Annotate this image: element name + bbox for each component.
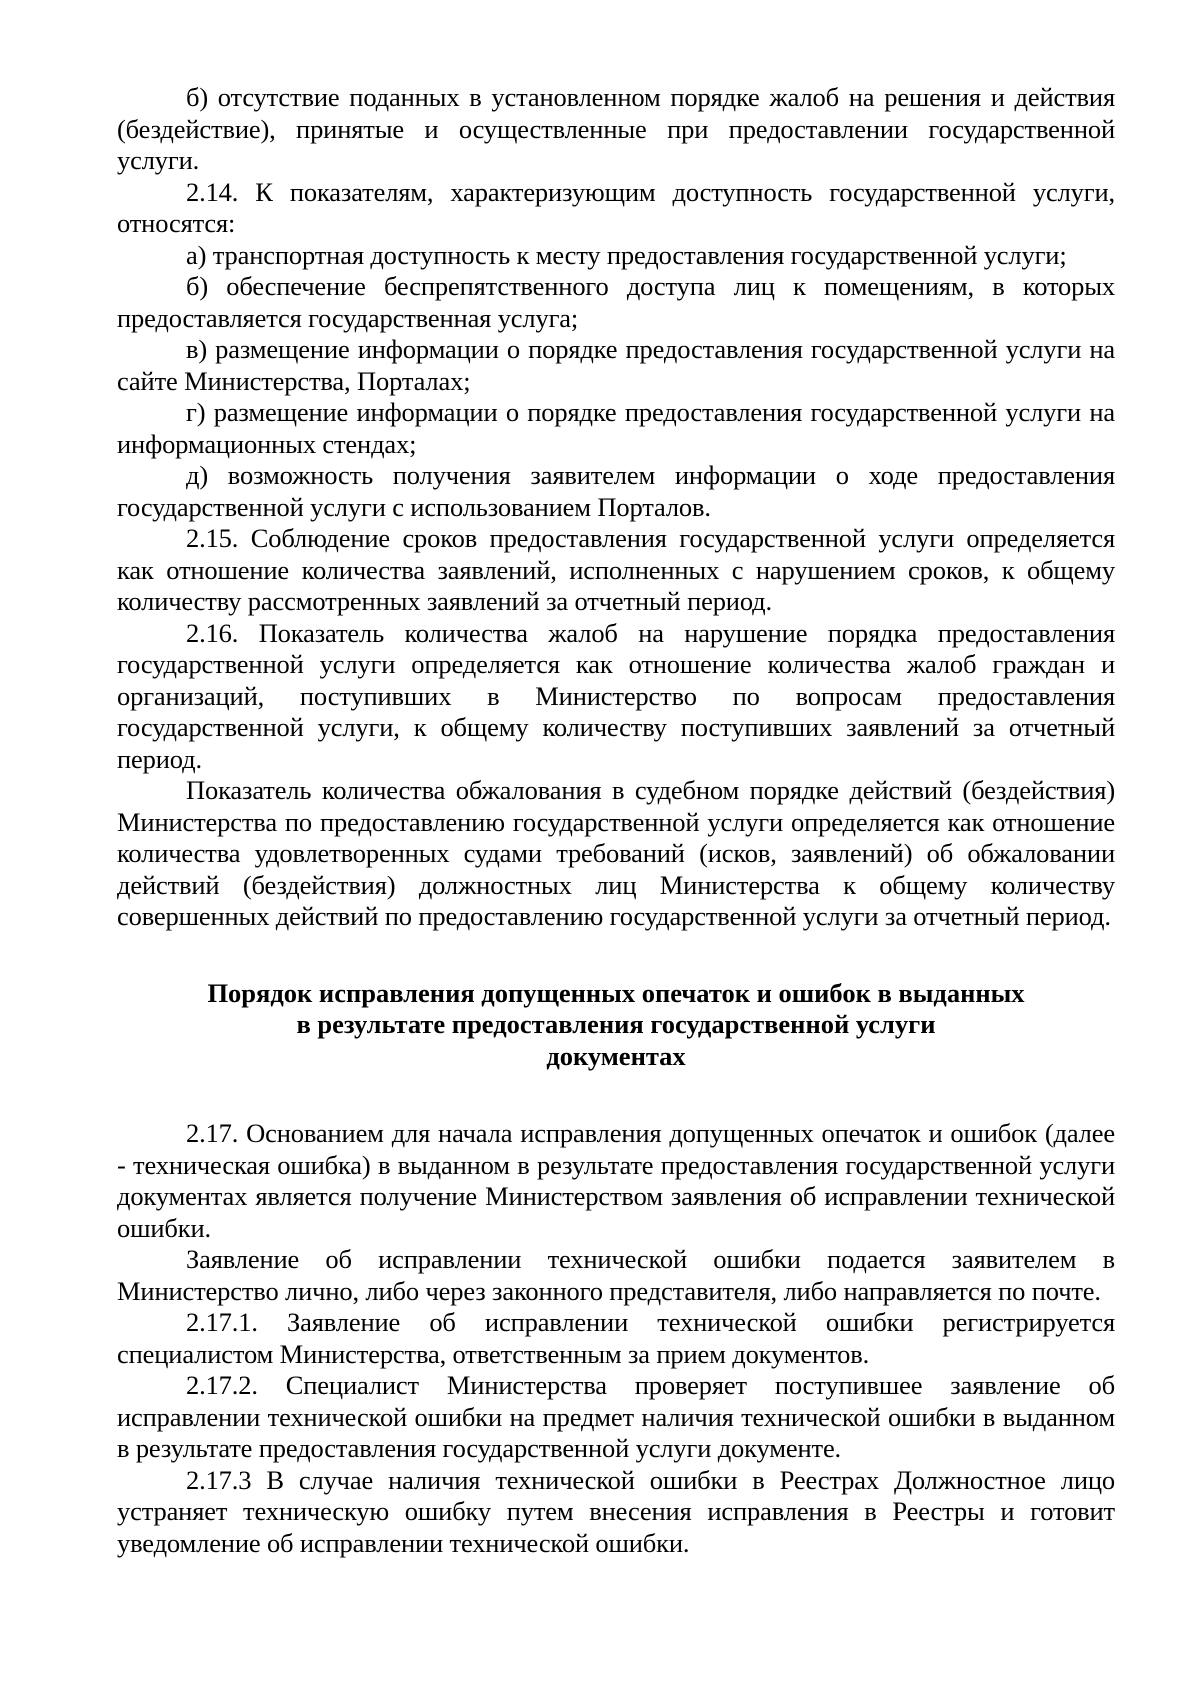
document-page [117,82,1115,1559]
section-heading-line-1: Порядок исправления допущенных опечаток и ошибок в выданных [207,977,1025,1008]
paragraph-2-14: 2.14. К показателям, характеризующим доступность государственной услуги, относятся: [117,176,1115,238]
list-item-g-stands: г) размещение информации о порядке предоставления государственной услуги на информационных стендах; [117,397,1115,459]
paragraph-2-16: 2.16. Показатель количества жалоб на нарушение порядка предоставления государственной услуги определяется как отношение количества жалоб граждан и организаций, поступивших в Министерство по вопросам предоставления государственной услуги, к общему количеству поступивших заявлений за отчетный период. [117,617,1115,774]
section-heading-line-2: в результате предоставления государственной услуги [296,1009,936,1039]
list-item-d-portals: д) возможность получения заявителем информации о ходе предоставления государственной услуги с использованием Порталов. [117,460,1115,522]
section-heading-line-3: документах [546,1040,686,1071]
paragraph-2-17-1: 2.17.1. Заявление об исправлении технической ошибки регистрируется специалистом Министерства, ответственным за прием документов. [117,1307,1115,1369]
paragraph-2-17-2: 2.17.2. Специалист Министерства проверяет поступившее заявление об исправлении технической ошибки на предмет наличия технической ошибки в выданном в результате предоставления государственной услуги документе. [117,1370,1115,1463]
paragraph-application-submission: Заявление об исправлении технической ошибки подается заявителем в Министерство лично, либо через законного представителя, либо направляется по почте. [117,1244,1115,1306]
list-item-v-website: в) размещение информации о порядке предоставления государственной услуги на сайте Министерства, Порталах; [117,334,1115,396]
paragraph-b-no-complaints: б) отсутствие поданных в установленном порядке жалоб на решения и действия (бездействие), принятые и осуществленные при предоставлении государственной услуги. [117,82,1115,175]
list-item-b-access: б) обеспечение беспрепятственного доступа лиц к помещениям, в которых предоставляется государственная услуга; [117,271,1115,333]
section-heading [117,978,1115,1073]
paragraph-2-17: 2.17. Основанием для начала исправления допущенных опечаток и ошибок (далее - техническая ошибка) в выданном в результате предоставления государственной услуги документах является получение Министерством заявления об исправлении технической ошибки. [117,1118,1115,1243]
paragraph-court-appeals: Показатель количества обжалования в судебном порядке действий (бездействия) Министерства по предоставлению государственной услуги определяется как отношение количества удовлетворенных судами требований (исков, заявлений) об обжаловании действий (бездействия) должностных лиц Министерства к общему количеству совершенных действий по предоставлению государственной услуги за отчетный период. [117,775,1115,931]
paragraph-2-17-3: 2.17.3 В случае наличия технической ошибки в Реестрах Должностное лицо устраняет техническую ошибку путем внесения исправления в Реестры и готовит уведомление об исправлении технической ошибки. [117,1464,1115,1558]
paragraph-2-15: 2.15. Соблюдение сроков предоставления государственной услуги определяется как отношение количества заявлений, исполненных с нарушением сроков, к общему количеству рассмотренных заявлений за отчетный период. [117,523,1115,616]
list-item-a-transport: а) транспортная доступность к месту предоставления государственной услуги; [186,239,1067,270]
